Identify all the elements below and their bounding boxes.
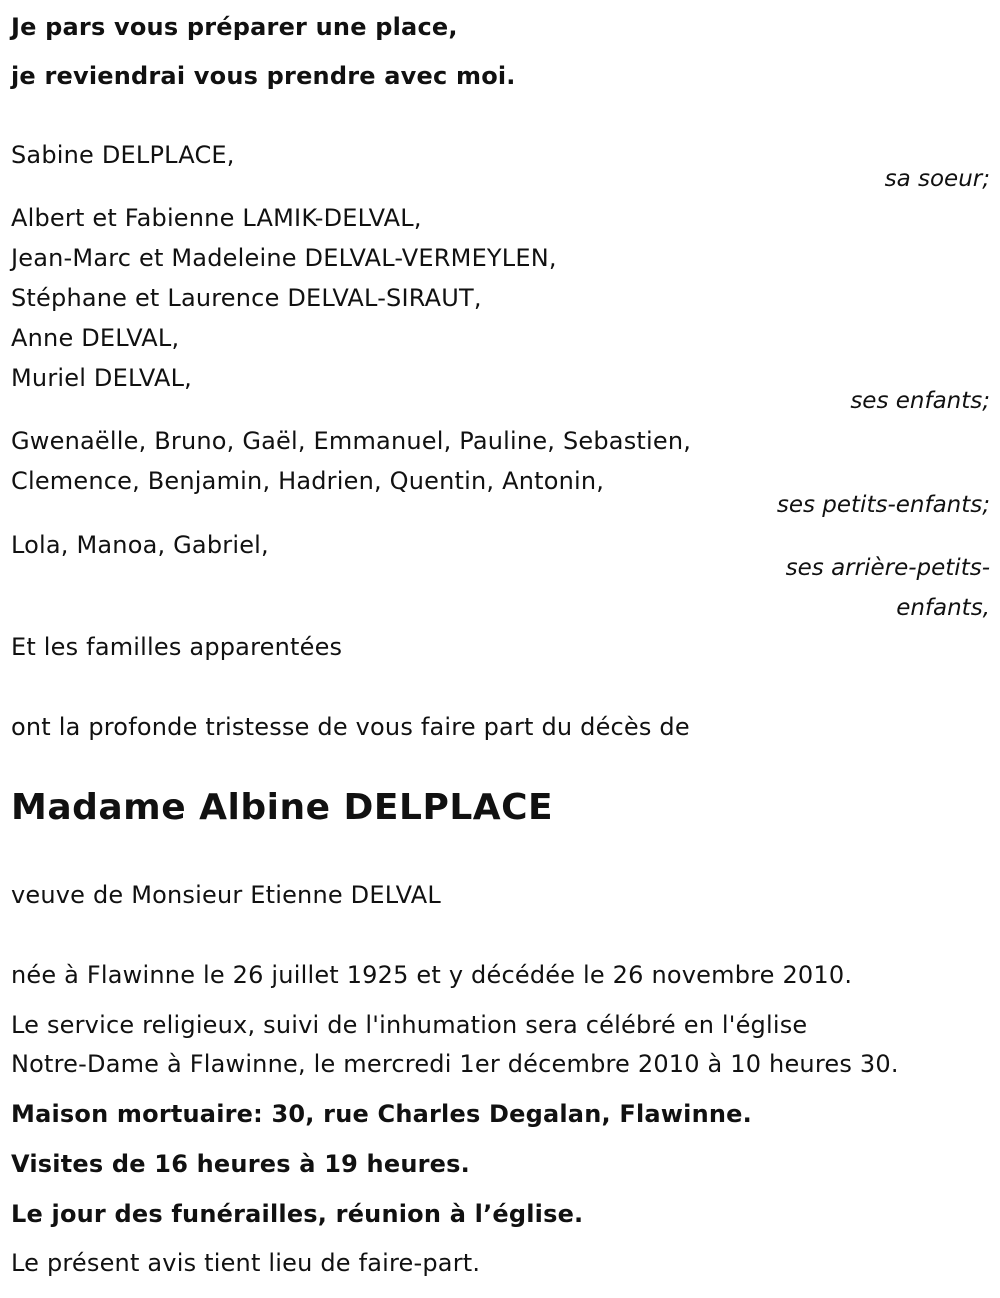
child-name: Jean-Marc et Madeleine DELVAL-VERMEYLEN, bbox=[11, 244, 557, 272]
funeral-day-info: Le jour des funérailles, réunion à l’église. bbox=[11, 1200, 584, 1228]
related-families: Et les familles apparentées bbox=[11, 633, 343, 661]
sister-name: Sabine DELPLACE, bbox=[11, 141, 235, 169]
service-line-2: Notre-Dame à Flawinne, le mercredi 1er décembre 2010 à 10 heures 30. bbox=[11, 1050, 899, 1078]
visiting-hours: Visites de 16 heures à 19 heures. bbox=[11, 1150, 470, 1178]
footer-notice: Le présent avis tient lieu de faire-part. bbox=[11, 1249, 481, 1277]
service-line-1: Le service religieux, suivi de l'inhumation sera célébré en l'église bbox=[11, 1011, 808, 1039]
widow-of: veuve de Monsieur Etienne DELVAL bbox=[11, 881, 441, 909]
relation-great-grandchildren-1: ses arrière-petits- bbox=[785, 555, 990, 581]
grandchildren-names: Gwenaëlle, Bruno, Gaël, Emmanuel, Pauline, Sebastien, bbox=[11, 427, 692, 455]
relation-grandchildren: ses petits-enfants; bbox=[776, 492, 990, 518]
grandchildren-names: Clemence, Benjamin, Hadrien, Quentin, Antonin, bbox=[11, 467, 605, 495]
quote-line-1: Je pars vous préparer une place, bbox=[11, 13, 458, 41]
child-name: Stéphane et Laurence DELVAL-SIRAUT, bbox=[11, 284, 482, 312]
relation-great-grandchildren-2: enfants, bbox=[896, 595, 990, 621]
deceased-name: Madame Albine DELPLACE bbox=[11, 787, 554, 828]
quote-line-2: je reviendrai vous prendre avec moi. bbox=[11, 62, 516, 90]
mortuary-address: Maison mortuaire: 30, rue Charles Degalan, Flawinne. bbox=[11, 1100, 752, 1128]
relation-children: ses enfants; bbox=[850, 388, 990, 414]
announcement-text: ont la profonde tristesse de vous faire part du décès de bbox=[11, 713, 690, 741]
child-name: Albert et Fabienne LAMIK-DELVAL, bbox=[11, 204, 422, 232]
child-name: Muriel DELVAL, bbox=[11, 364, 192, 392]
relation-sister: sa soeur; bbox=[884, 166, 990, 192]
birth-death-dates: née à Flawinne le 26 juillet 1925 et y décédée le 26 novembre 2010. bbox=[11, 961, 853, 989]
great-grandchildren-names: Lola, Manoa, Gabriel, bbox=[11, 531, 269, 559]
child-name: Anne DELVAL, bbox=[11, 324, 180, 352]
